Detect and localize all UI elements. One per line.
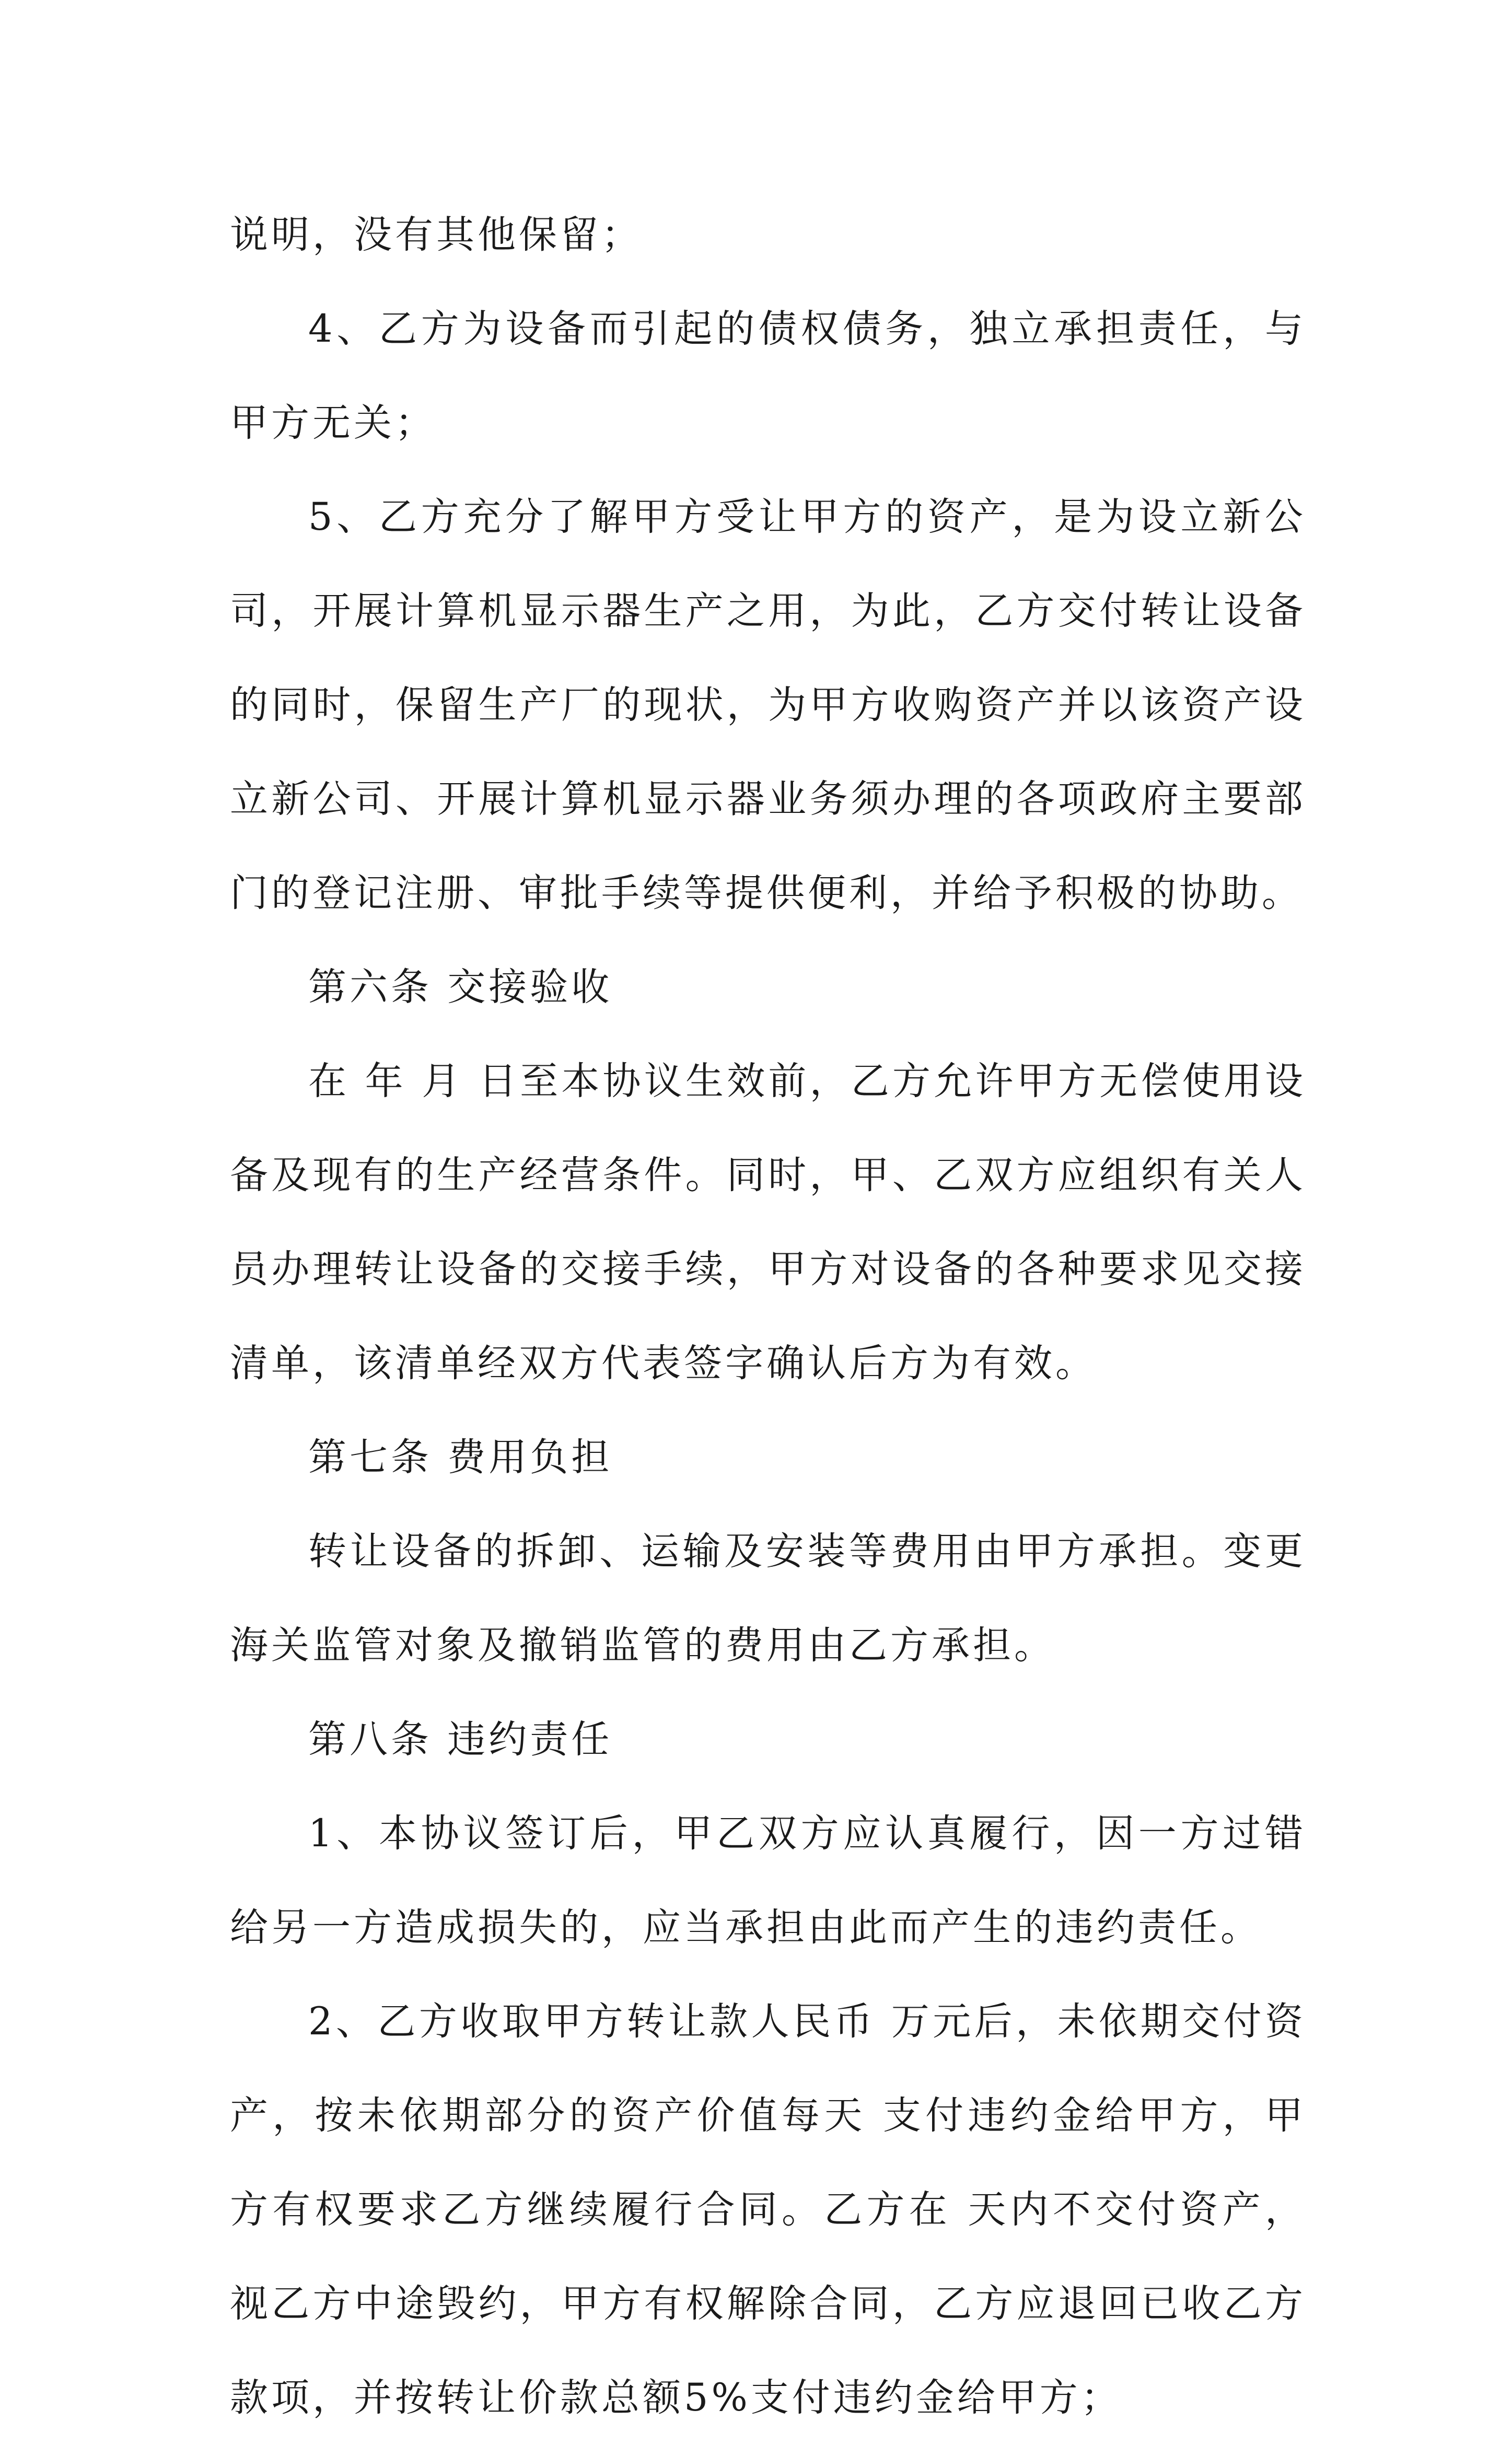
- document-body: [230, 188, 1306, 2445]
- article-7-body: 转让设备的拆卸、运输及安装等费用由甲方承担。变更海关监管对象及撤销监管的费用由乙方承担。: [230, 1529, 1306, 1668]
- article-8-item-2: 2、乙方收取甲方转让款人民币 万元后，未依期交付资产，按未依期部分的资产价值每天 支付违约金给甲方，甲方有权要求乙方继续履行合同。乙方在 天内不交付资产，视乙方中途毁约，甲方有权解除合同，乙方应退回已收乙方款项，并按转让价款总额5%支付违约金给甲方；: [230, 1999, 1306, 2420]
- article-8-heading: 第八条 违约责任: [308, 1717, 613, 1762]
- article-6-body: 在 年 月 日至本协议生效前，乙方允许甲方无偿使用设备及现有的生产经营条件。同时，甲、乙双方应组织有关人员办理转让设备的交接手续，甲方对设备的各种要求见交接清单，该清单经双方代表签字确认后方为有效。: [230, 1059, 1306, 1386]
- paragraph-continuation: 说明，没有其他保留；: [230, 213, 643, 257]
- paragraph-item-4: 4、乙方为设备而引起的债权债务，独立承担责任，与甲方无关；: [230, 307, 1306, 445]
- article-6-heading: 第六条 交接验收: [308, 965, 613, 1009]
- article-8-item-1: 1、本协议签订后，甲乙双方应认真履行，因一方过错给另一方造成损失的，应当承担由此而产生的违约责任。: [230, 1811, 1306, 1950]
- paragraph-item-5: 5、乙方充分了解甲方受让甲方的资产，是为设立新公司，开展计算机显示器生产之用，为此，乙方交付转让设备的同时，保留生产厂的现状，为甲方收购资产并以该资产设立新公司、开展计算机显示器业务须办理的各项政府主要部门的登记注册、审批手续等提供便利，并给予积极的协助。: [230, 495, 1306, 915]
- article-7-heading: 第七条 费用负担: [308, 1435, 613, 1480]
